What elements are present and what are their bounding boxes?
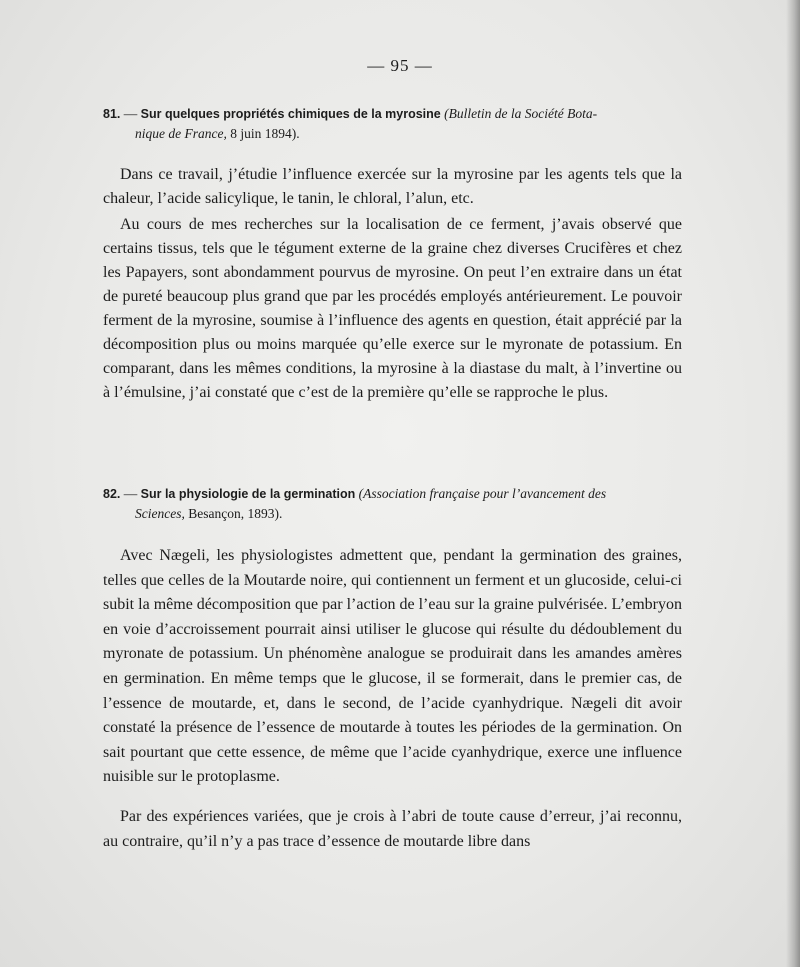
entry-date: Besançon, 1893).: [184, 506, 283, 521]
entry-source: (Association française pour l’avancement des: [358, 486, 607, 501]
entry-number: 82.: [103, 487, 121, 501]
entry-82-heading: [103, 484, 683, 524]
entry-81-paragraph-2: Au cours de mes recherches sur la localisation de ce ferment, j’avais observé que certains tissus, tels que le tégument externe de la graine chez diverses Crucifères et chez les Papayers, sont abondamment pourvus de myrosine. On peut l’en extraire dans un état de pureté beaucoup plus grand que par les procédés employés antérieurement. Le pouvoir ferment de la myrosine, soumise à l’influence des agents en question, était apprécié par la décomposition plus ou moins marquée qu’elle exerce sur le myronate de potassium. En comparant, dans les mêmes conditions, la myrosine à la diastase du malt, à l’invertine ou à l’émulsine, j’ai constaté que c’est de la première qu’elle se rapproche le plus.: [103, 216, 682, 401]
entry-title: Sur quelques propriétés chimiques de la myrosine: [140, 107, 441, 121]
entry-title: Sur la physiologie de la germination: [140, 487, 356, 501]
entry-dash: —: [120, 486, 141, 501]
entry-82-paragraph-2: Par des expériences variées, que je crois à l’abri de toute cause d’erreur, j’ai reconnu, au contraire, qu’il n’y a pas trace d’essence de moutarde libre dans: [103, 808, 682, 850]
entry-81-heading: [103, 104, 683, 144]
entry-source: (Bulletin de la Société Bota-: [444, 106, 598, 121]
page-number: — 95 —: [367, 56, 433, 75]
entry-82-paragraph-1: Avec Nægeli, les physiologistes admettent que, pendant la germination des graines, telles que celles de la Moutarde noire, qui contiennent un ferment et un glucoside, celui-ci subit la même décomposition que par l’action de l’eau sur la graine pulvérisée. L’embryon en voie d’accroissement pourrait ainsi utiliser le glucose qui résulte du dédoublement du myronate de potassium. Un phénomène analogue se produirait dans les amandes amères en germination. En même temps que le glucose, il se formerait, dans le premier cas, de l’essence de moutarde, et, dans le second, de l’acide cyanhydrique. Nægeli dit avoir constaté la présence de l’essence de moutarde à toutes les périodes de la germination. On sait pourtant que cette essence, de même que l’acide cyanhydrique, exerce une influence nuisible sur le protoplasme.: [103, 547, 682, 786]
entry-number: 81.: [103, 107, 121, 121]
entry-date: 8 juin 1894).: [226, 126, 300, 141]
entry-source-cont: Sciences,: [135, 506, 185, 521]
entry-source-cont: nique de France,: [135, 126, 227, 141]
entry-81-paragraph-1: Dans ce travail, j’étudie l’influence exercée sur la myrosine par les agents tels que la chaleur, l’acide salicylique, le tanin, le chloral, l’alun, etc.: [103, 166, 682, 207]
entry-dash: —: [120, 106, 141, 121]
page-edge-shadow: [786, 0, 800, 967]
